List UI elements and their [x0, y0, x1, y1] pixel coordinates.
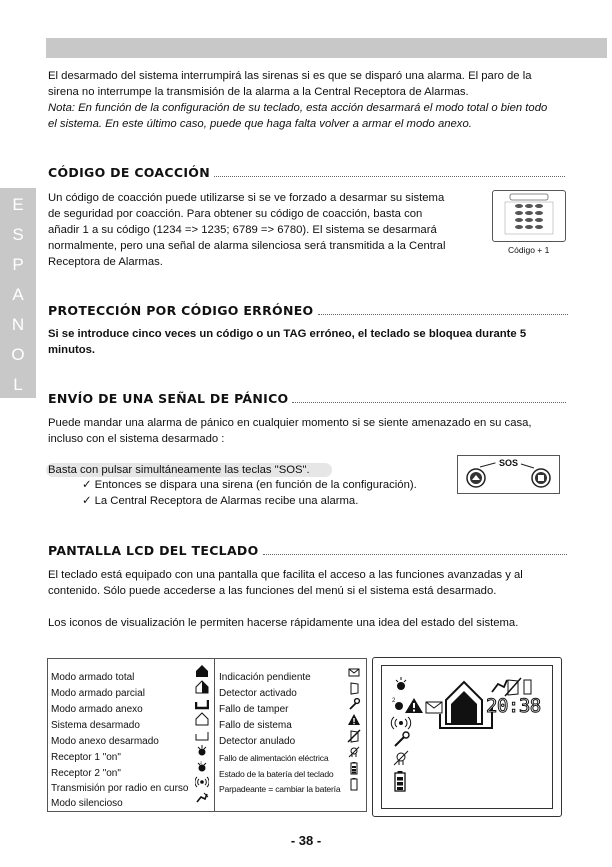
legend-item: Fallo de alimentación eléctrica	[219, 753, 329, 763]
panico-line-1: Puede mandar una alarma de pánico en cualquier momento si se siente amenazado en su casa,	[48, 417, 532, 429]
house-empty-icon	[195, 712, 209, 726]
panico-sos-instruction: Basta con pulsar simultáneamente las teclas "SOS".	[48, 464, 310, 476]
svg-text:2: 2	[392, 698, 396, 704]
heading-dotted-rule	[263, 554, 567, 555]
section-heading-panico	[48, 388, 566, 406]
side-tab-letter: O	[11, 345, 25, 364]
lcd-line-2: contenido. Sólo puede accederse a las funciones del menú si el sistema está desarmado.	[48, 585, 497, 597]
header-bar	[46, 38, 607, 58]
page-number: - 38 -	[290, 833, 322, 848]
coaccion-line: Receptora de Alarmas.	[48, 256, 163, 268]
lcd-display	[381, 665, 553, 809]
proteccion-line-1: Si se introduce cinco veces un código o un TAG erróneo, el teclado se bloquea durante 5	[48, 328, 527, 340]
keypad-caption: Código + 1	[508, 245, 550, 255]
heading-dotted-rule	[318, 314, 569, 315]
legend-item: Receptor 1 "on"	[51, 752, 121, 763]
lcd-icons-graphic	[382, 666, 552, 808]
panico-check-2: ✓ La Central Receptora de Alarmas recibe una alarma.	[82, 495, 359, 507]
legend-item: Indicación pendiente	[219, 672, 311, 683]
legend-item: Modo anexo desarmado	[51, 736, 159, 747]
annex-disarmed-icon	[195, 728, 209, 742]
section-heading-lcd	[48, 540, 567, 558]
intro-line-2: sirena no interrumpe la transmisión de la alarma a la Central Receptora de Alarmas.	[48, 86, 469, 98]
legend-item: Receptor 2 "on"	[51, 768, 121, 779]
svg-text:2: 2	[200, 760, 203, 765]
proteccion-line-2: minutos.	[48, 344, 96, 356]
heading-dotted-rule	[292, 402, 566, 403]
side-tab-letter: S	[12, 225, 24, 244]
heading-text: ENVÍO DE UNA SEÑAL DE PÁNICO	[48, 391, 289, 406]
legend-item: Fallo de tamper	[219, 704, 289, 715]
legend-item: Detector activado	[219, 688, 297, 699]
icon-legend-table	[47, 658, 367, 812]
coaccion-line: Un código de coacción puede utilizarse si se ve forzado a desarmar su sistema	[48, 192, 445, 204]
heading-text: PANTALLA LCD DEL TECLADO	[48, 543, 259, 558]
lcd-time-readout: 20:38	[486, 695, 541, 717]
house-partial-icon	[195, 680, 209, 694]
heading-text: PROTECCIÓN POR CÓDIGO ERRÓNEO	[48, 303, 314, 318]
annex-armed-icon	[195, 696, 209, 710]
panico-line-2: incluso con el sistema desarmado :	[48, 433, 225, 445]
lcd-line-3: Los iconos de visualización le permiten hacerse rápidamente una idea del estado del sistema.	[48, 617, 519, 629]
side-tab-letter: N	[11, 315, 25, 334]
receiver2-icon	[195, 760, 209, 774]
legend-item: Fallo de sistema	[219, 720, 292, 731]
legend-item: Modo armado parcial	[51, 688, 145, 699]
silent-icon	[195, 790, 209, 804]
coaccion-line: normalmente, pero una señal de alarma silenciosa será transmitida a la Central	[48, 240, 446, 252]
legend-item: Parpadeante = cambiar la batería	[219, 784, 341, 794]
section-heading-proteccion	[48, 300, 568, 318]
intro-line-1: El desarmado del sistema interrumpirá las sirenas si es que se disparó una alarma. El paro de la	[48, 70, 532, 82]
legend-divider	[214, 659, 215, 811]
keypad-keys-icon	[493, 191, 565, 241]
side-tab-letter: L	[13, 375, 23, 394]
intro-note-2: el sistema. En este último caso, puede que haga falta volver a armar el modo anexo.	[48, 118, 472, 130]
warning-icon	[347, 713, 361, 727]
legend-item: Modo armado anexo	[51, 704, 143, 715]
door-icon	[347, 681, 361, 695]
power-fail-icon	[347, 745, 361, 759]
side-tab-letter: E	[12, 195, 24, 214]
lcd-line-1: El teclado está equipado con una pantalla que facilita el acceso a las funciones avanzadas y al	[48, 569, 523, 581]
receiver1-icon	[195, 744, 209, 758]
keypad-illustration	[492, 190, 566, 242]
lcd-receiver-icon	[396, 677, 406, 690]
radio-icon	[195, 775, 209, 789]
house-full-icon	[195, 664, 209, 678]
sos-label: SOS	[499, 458, 519, 468]
battery-icon	[347, 761, 361, 775]
envelope-icon	[347, 665, 361, 679]
legend-item: Modo armado total	[51, 672, 135, 683]
detector-off-icon	[347, 729, 361, 743]
side-tab-letter: P	[12, 255, 24, 274]
intro-note-1: Nota: En función de la configuración de su teclado, esta acción desarmará el modo total o bien todo	[48, 102, 548, 114]
legend-item: Detector anulado	[219, 736, 296, 747]
legend-item: Transmisión por radio en curso	[51, 783, 189, 794]
heading-text: CÓDIGO DE COACCIÓN	[48, 165, 210, 180]
side-tab-letter: A	[12, 285, 24, 304]
panico-check-1: ✓ Entonces se dispara una sirena (en función de la configuración).	[82, 479, 417, 491]
coaccion-line: añadir 1 a su código (1234 => 1235; 6789 => 6780). El sistema se desarmará	[48, 224, 437, 236]
legend-item: Estado de la batería del teclado	[219, 769, 334, 779]
section-heading-coaccion	[48, 162, 565, 180]
coaccion-line: de seguridad por coacción. Para obtener su código de coacción, basta con	[48, 208, 423, 220]
wrench-icon	[347, 697, 361, 711]
battery-empty-icon	[347, 777, 361, 791]
legend-item: Modo silencioso	[51, 798, 123, 809]
legend-item: Sistema desarmado	[51, 720, 140, 731]
heading-dotted-rule	[214, 176, 565, 177]
sos-keys-illustration	[457, 455, 560, 494]
